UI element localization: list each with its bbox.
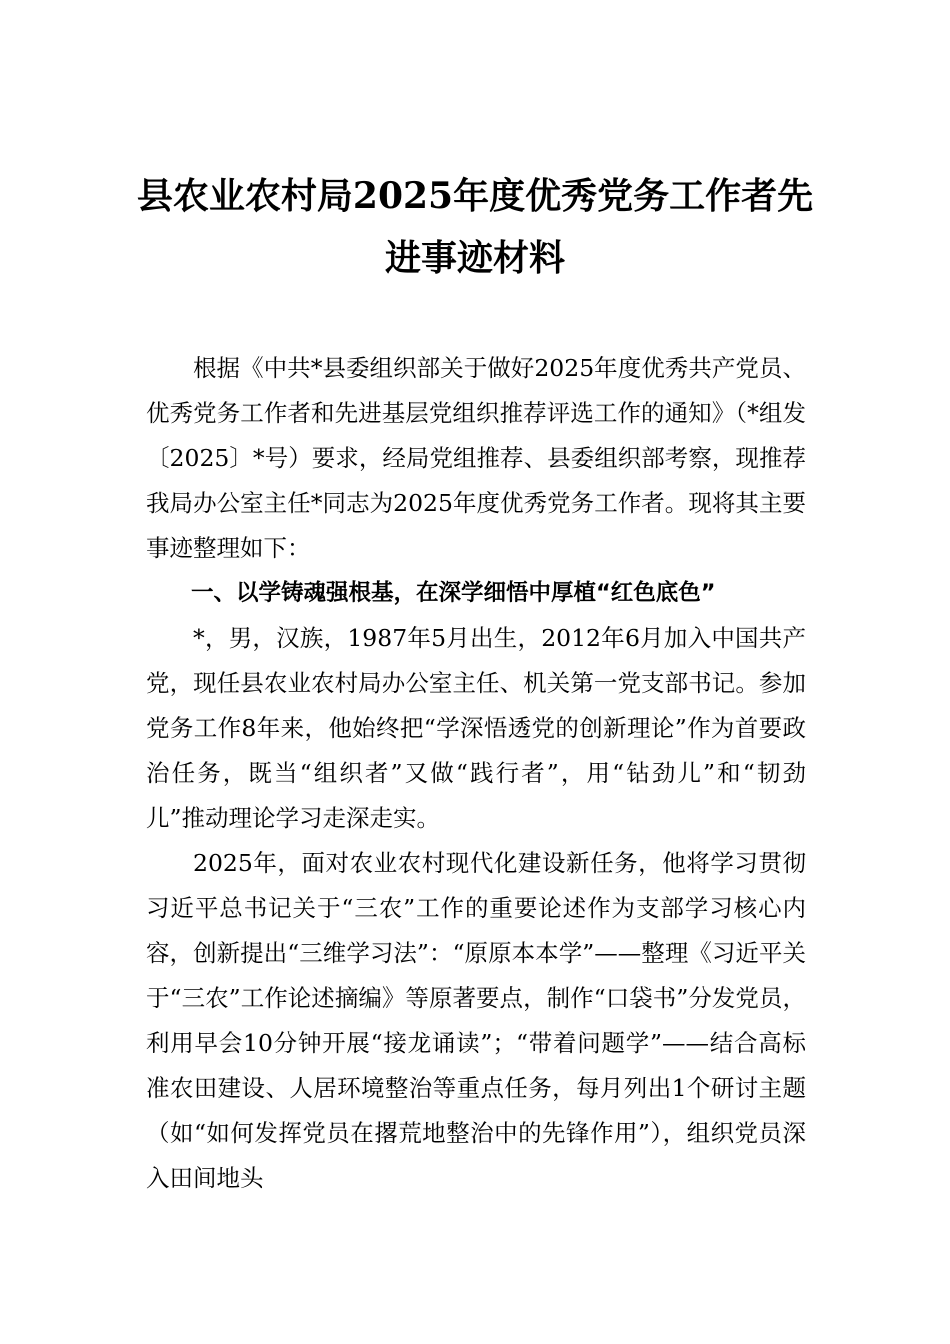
document-title: 县农业农村局2025年度优秀党务工作者先进事迹材料: [136, 175, 814, 279]
section-1-paragraph-2: 2025年，面对农业农村现代化建设新任务，他将学习贯彻习近平总书记关于“三农”工作的重要论述作为支部学习核心内容，创新提出“三维学习法”：“原原本本学”——整理《习近平关于“三农”工作论述摘编》等原著要点，制作“口袋书”分发党员，利用早会10分钟开展“接龙诵读”；“带着问题学”——结合高标准农田建设、人居环境整治等重点任务，每月列出1个研讨主题（如“如何发挥党员在撂荒地整治中的先锋作用”），组织党员深入田间地头: [146, 849, 806, 1192]
intro-paragraph: 根据《中共*县委组织部关于做好2025年度优秀共产党员、优秀党务工作者和先进基层党组织推荐评选工作的通知》（*组发〔2025〕*号）要求，经局党组推荐、县委组织部考察，现推荐我局办公室主任*同志为2025年度优秀党务工作者。现将其主要事迹整理如下：: [146, 354, 806, 562]
document-body: [146, 346, 806, 1201]
section-heading-1: 一、以学铸魂强根基，在深学细悟中厚植“红色底色”: [191, 580, 716, 606]
section-1-paragraph-1: *，男，汉族，1987年5月出生，2012年6月加入中国共产党，现任县农业农村局办公室主任、机关第一党支部书记。参加党务工作8年来，他始终把“学深悟透党的创新理论”作为首要政治任务，既当“组织者”又做“践行者”，用“钻劲儿”和“韧劲儿”推动理论学习走深走实。: [146, 624, 806, 832]
